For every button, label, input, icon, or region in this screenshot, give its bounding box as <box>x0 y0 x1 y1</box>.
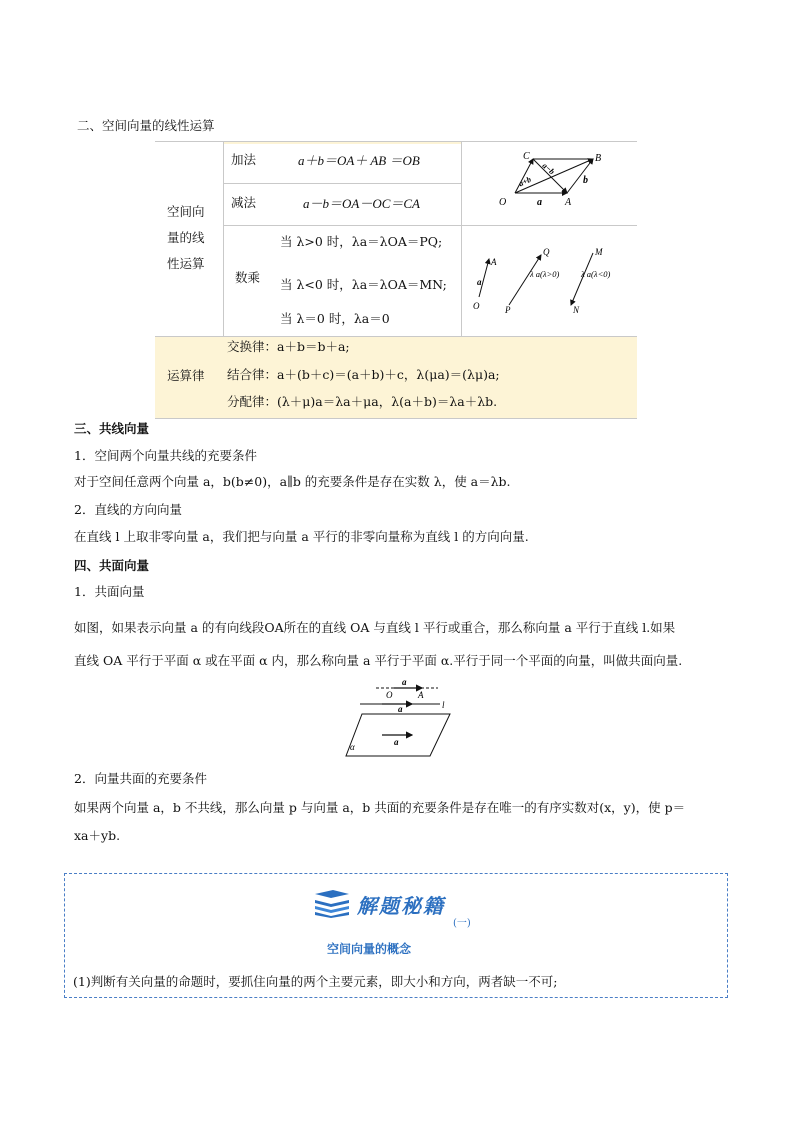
s4-item2-title: 2．向量共面的充要条件 <box>74 771 207 786</box>
tips-logo-sub: (一) <box>453 918 471 929</box>
label-A: A <box>565 197 572 208</box>
s4-item1-title: 1．共面向量 <box>74 584 145 599</box>
s4-item2-line2: xa＋yb. <box>74 828 121 843</box>
svg-text:λ a(λ<0): λ a(λ<0) <box>581 269 611 279</box>
svg-text:a: a <box>402 677 407 687</box>
svg-text:α: α <box>350 742 355 752</box>
label-a: a <box>537 197 542 208</box>
law-associative: 结合律：a＋(b＋c)＝(a＋b)＋c，λ(μa)＝(λμ)a; <box>227 367 500 382</box>
label-C: C <box>523 151 530 162</box>
scalar-line-1: 当 λ>0 时，λa＝λOA＝PQ; <box>280 234 443 249</box>
label-a-plus-b: a+b <box>517 174 533 189</box>
tips-subtitle: 空间向量的概念 <box>327 942 412 956</box>
scalar-line-3: 当 λ＝0 时，λa＝0 <box>280 311 390 326</box>
s4-item2-line1: 如果两个向量 a，b 不共线，那么向量 p 与向量 a，b 共面的充要条件是存在唯一的有序实数对(x，y)，使 p＝ <box>74 800 686 815</box>
law-distributive: 分配律：(λ＋μ)a＝λa＋μa，λ(a＋b)＝λa＋λb. <box>227 394 498 409</box>
law-commutative: 交换律：a＋b＝b＋a; <box>227 339 350 354</box>
svg-text:Q: Q <box>543 247 550 257</box>
linear-operations-table <box>155 141 637 419</box>
label-b: b <box>583 175 588 186</box>
formula-subtraction: a－b＝OA－OC＝CA <box>303 196 421 211</box>
svg-text:l: l <box>442 700 445 710</box>
tips-logo-title: 解题秘籍 <box>357 894 445 918</box>
svg-text:A: A <box>418 690 424 700</box>
svg-text:P: P <box>505 305 511 315</box>
section2-heading: 二、空间向量的线性运算 <box>77 118 215 133</box>
s3-item2-title: 2．直线的方向向量 <box>74 502 182 517</box>
svg-text:O: O <box>386 690 393 700</box>
svg-text:M: M <box>595 247 603 257</box>
svg-text:a: a <box>398 704 403 714</box>
s3-item1-text: 对于空间任意两个向量 a，b(b≠0)，a∥b 的充要条件是存在实数 λ，使 a＝λb. <box>74 474 511 489</box>
coplanar-figure <box>340 676 460 760</box>
op-subtraction: 减法 <box>231 195 257 210</box>
svg-text:N: N <box>573 305 580 315</box>
label-a-minus-b: a−b <box>540 161 557 177</box>
parallelogram-diagram <box>485 147 635 219</box>
formula-addition: a＋b＝OA＋ AB ＝OB <box>298 153 420 168</box>
svg-text:a: a <box>394 737 399 747</box>
scalar-line-2: 当 λ<0 时，λa＝λOA＝MN; <box>280 277 447 292</box>
scalar-diagram <box>465 239 635 319</box>
section4-heading: 四、共面向量 <box>74 558 150 573</box>
svg-text:λ a(λ>0): λ a(λ>0) <box>530 269 560 279</box>
section3-heading: 三、共线向量 <box>74 421 150 436</box>
tips-box <box>64 873 728 998</box>
label-B: B <box>595 153 602 164</box>
op-addition: 加法 <box>231 152 257 167</box>
tips-text: (1)判断有关向量的命题时，要抓住向量的两个主要元素，即大小和方向，两者缺一不可; <box>73 974 558 989</box>
s4-para-line2: 直线 OA 平行于平面 α 或在平面 α 内，那么称向量 a 平行于平面 α.平行于同一个平面的向量，叫做共面向量. <box>74 653 683 668</box>
group-label: 空间向 量的线 性运算 <box>167 204 205 271</box>
label-O: O <box>499 197 507 208</box>
svg-text:a: a <box>477 277 482 287</box>
s4-para-line1: 如图，如果表示向量 a 的有向线段OA所在的直线 OA 与直线 l 平行或重合，那么称向量 a 平行于直线 l.如果 <box>74 620 676 635</box>
laws-label: 运算律 <box>167 368 205 383</box>
svg-text:O: O <box>473 301 480 311</box>
s3-item1-title: 1．空间两个向量共线的充要条件 <box>74 448 257 463</box>
books-icon <box>313 888 351 918</box>
svg-text:A: A <box>491 257 497 267</box>
op-scalar: 数乘 <box>235 270 261 285</box>
s3-item2-text: 在直线 l 上取非零向量 a，我们把与向量 a 平行的非零向量称为直线 l 的方向向量. <box>74 529 529 544</box>
